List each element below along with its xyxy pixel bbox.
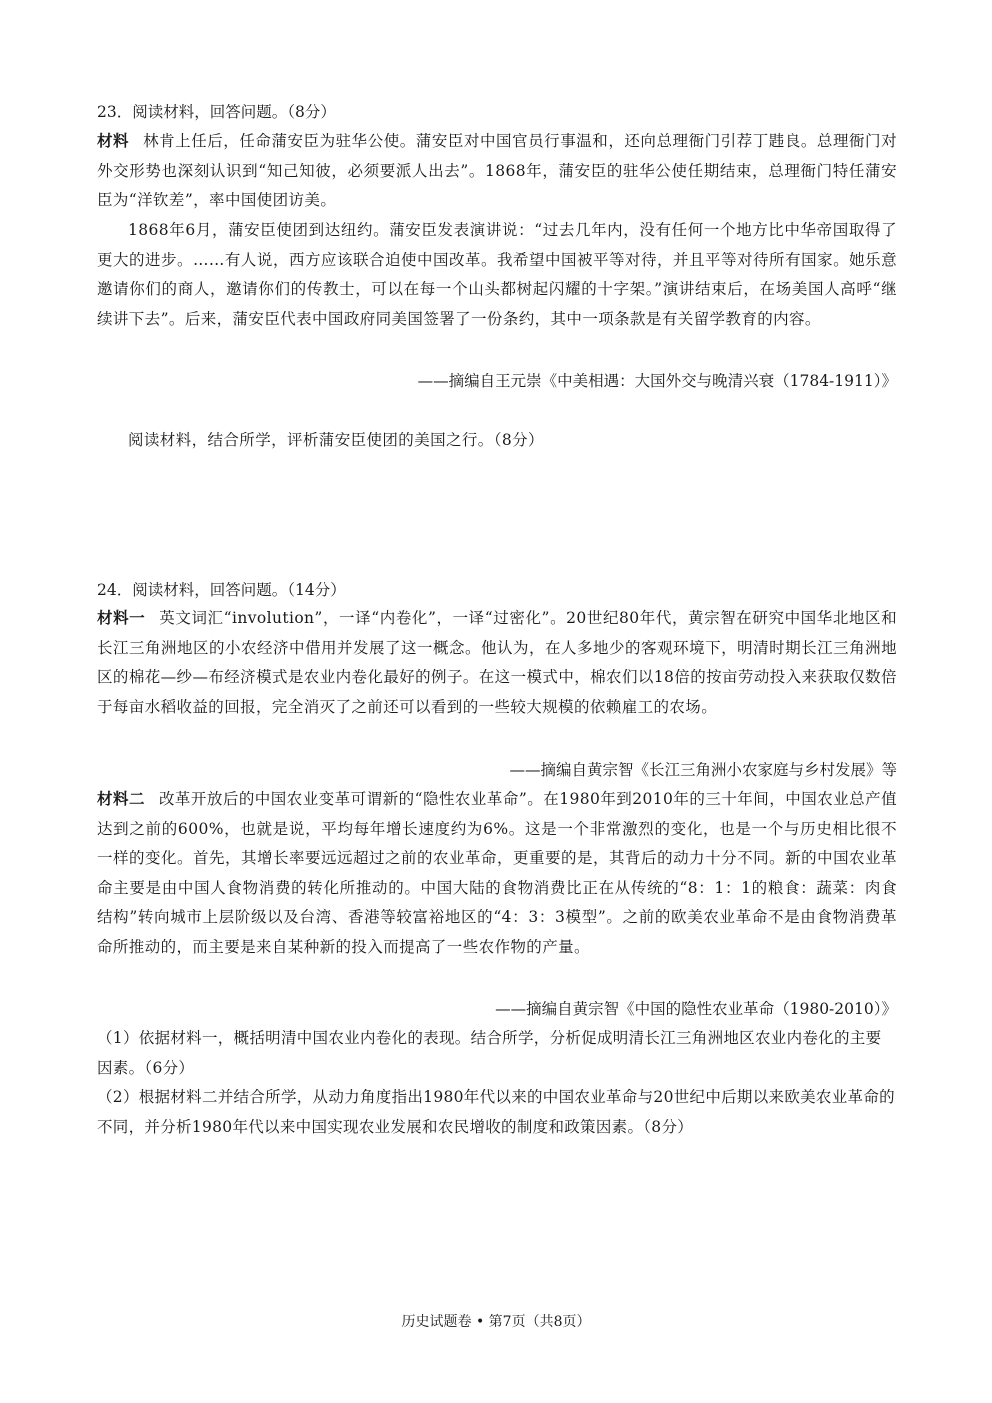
q24-material-2-text: 改革开放后的中国农业变革可谓新的“隐性农业革命”。在1980年到2010年的三十年间，中国农业总产值达到之前的600%，也就是说，平均每年增长速度约为6%。这是一个非常激烈的变化，也是一个与历史相比很不一样的变化。首先，其增长率要远远超过之前的农业革命，更重要的是，其背后的动力十分不同。新的中国农业革命主要是由中国人食物消费的转化所推动的。中国大陆的食物消费比正在从传统的“8：1：1的粮食：蔬菜：肉食结构”转向城市上层阶级以及台湾、香港等较富裕地区的“4：3：3模型”。之前的欧美农业革命不是由食物消费革命所推动的，而主要是来自某种新的投入而提高了一些农作物的产量。 [97, 790, 897, 956]
q24-material-1-text: 英文词汇“involution”，一译“内卷化”，一译“过密化”。20世纪80年代，黄宗智在研究中国华北地区和长江三角洲地区的小农经济中借用并发展了这一概念。他认为，在人多地少的客观环境下，明清时期长江三角洲地区的棉花—纱—布经济模式是农业内卷化最好的例子。在这一模式中，棉农们以18倍的按亩劳动投入来获取仅数倍于每亩水稻收益的回报，完全消灭了之前还可以看到的一些较大规模的依赖雇工的农场。 [97, 609, 898, 716]
q23-material-paragraph-2: 1868年6月，蒲安臣使团到达纽约。蒲安臣发表演讲说：“过去几年内，没有任何一个地方比中华帝国取得了更大的进步。……有人说，西方应该联合迫使中国改革。我希望中国被平等对待，并且平等对待所有国家。她乐意邀请你们的商人，邀请你们的传教士，可以在每一个山头都树起闪耀的十字架。”演讲结束后，在场美国人高呼“继续讲下去”。后来，蒲安臣代表中国政府同美国签署了一份条约，其中一项条款是有关留学教育的内容。 [97, 221, 897, 328]
question-23-heading: 23．阅读材料，回答问题。（8分） [97, 103, 336, 121]
q24-question-2: （2）根据材料二并结合所学，从动力角度指出1980年代以来的中国农业革命与20世纪中后期以来欧美农业革命的不同，并分析1980年代以来中国实现农业发展和农民增收的制度和政策因素。（8分） [97, 1088, 895, 1136]
q24-material-1 [97, 604, 897, 722]
question-24-heading: 24．阅读材料，回答问题。（14分） [97, 581, 346, 599]
page-footer: 历史试题卷 • 第7页（共8页） [401, 1314, 591, 1330]
q24-question-1: （1）依据材料一，概括明清中国农业内卷化的表现。结合所学，分析促成明清长江三角洲地区农业内卷化的主要因素。（6分） [97, 1029, 882, 1077]
q24-source-2: ——摘编自黄宗智《中国的隐性农业革命（1980-2010）》 [495, 1000, 897, 1018]
q24-material-2 [97, 785, 897, 962]
q24-source-1: ——摘编自黄宗智《长江三角洲小农家庭与乡村发展》等 [509, 761, 897, 779]
q23-material-label: 材料 [97, 132, 130, 150]
q23-material-text-1: 林肯上任后，任命蒲安臣为驻华公使。蒲安臣对中国官员行事温和，还向总理衙门引荐丁韪良。总理衙门对外交形势也深刻认识到“知己知彼，必须要派人出去”。1868年，蒲安臣的驻华公使任期结束，总理衙门特任蒲安臣为“洋钦差”，率中国使团访美。 [97, 132, 897, 209]
q23-material-paragraph-1 [97, 127, 897, 216]
q23-question: 阅读材料，结合所学，评析蒲安臣使团的美国之行。（8分） [128, 431, 544, 449]
q24-material-2-label: 材料二 [97, 790, 145, 808]
q24-material-1-label: 材料一 [97, 609, 146, 627]
q23-source: ——摘编自王元崇《中美相遇：大国外交与晚清兴衰（1784-1911）》 [417, 372, 897, 390]
